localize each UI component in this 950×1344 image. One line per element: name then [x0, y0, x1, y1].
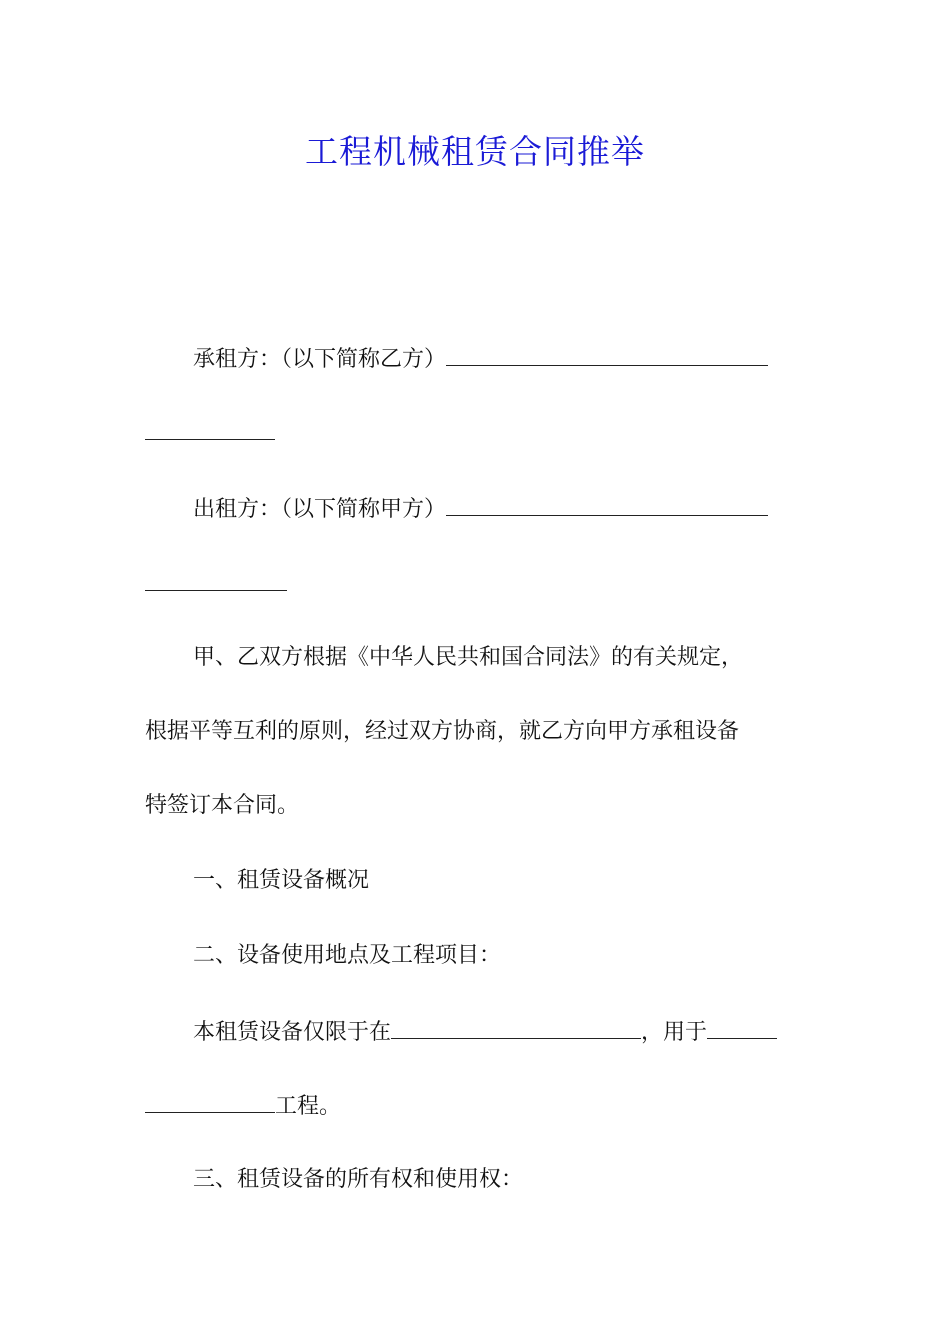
document-title: 工程机械租赁合同推举 — [305, 132, 645, 171]
lessor-label: 出租方：（以下简称甲方） — [193, 497, 447, 522]
project-blank[interactable] — [707, 1016, 777, 1039]
lessee-line — [193, 343, 768, 375]
intro-paragraph-line2: 根据平等互利的原则，经过双方协商，就乙方向甲方承租设备 — [145, 719, 740, 744]
intro-paragraph-line1: 甲、乙双方根据《中华人民共和国合同法》的有关规定， — [193, 645, 744, 670]
lessee-line-continued — [145, 417, 275, 449]
section-heading-3: 三、租赁设备的所有权和使用权： — [193, 1167, 524, 1192]
lessee-label: 承租方：（以下简称乙方） — [193, 347, 447, 372]
lessee-blank-continued[interactable] — [145, 417, 275, 440]
section-heading-1: 一、租赁设备概况 — [193, 868, 370, 893]
location-line-continued — [145, 1090, 341, 1122]
lessor-blank-continued[interactable] — [145, 568, 287, 591]
location-line — [193, 1016, 777, 1048]
lessor-line — [193, 493, 768, 525]
section-heading-2: 二、设备使用地点及工程项目： — [193, 943, 502, 968]
project-blank-continued[interactable] — [145, 1090, 275, 1113]
lessor-line-continued — [145, 568, 287, 600]
location-blank[interactable] — [391, 1016, 641, 1039]
lessee-blank[interactable] — [446, 343, 768, 366]
location-suffix: 工程。 — [275, 1094, 342, 1119]
intro-paragraph-line3: 特签订本合同。 — [145, 793, 300, 818]
location-prefix: 本租赁设备仅限于在 — [193, 1020, 392, 1045]
location-mid: ，用于 — [641, 1020, 708, 1045]
lessor-blank[interactable] — [446, 493, 768, 516]
